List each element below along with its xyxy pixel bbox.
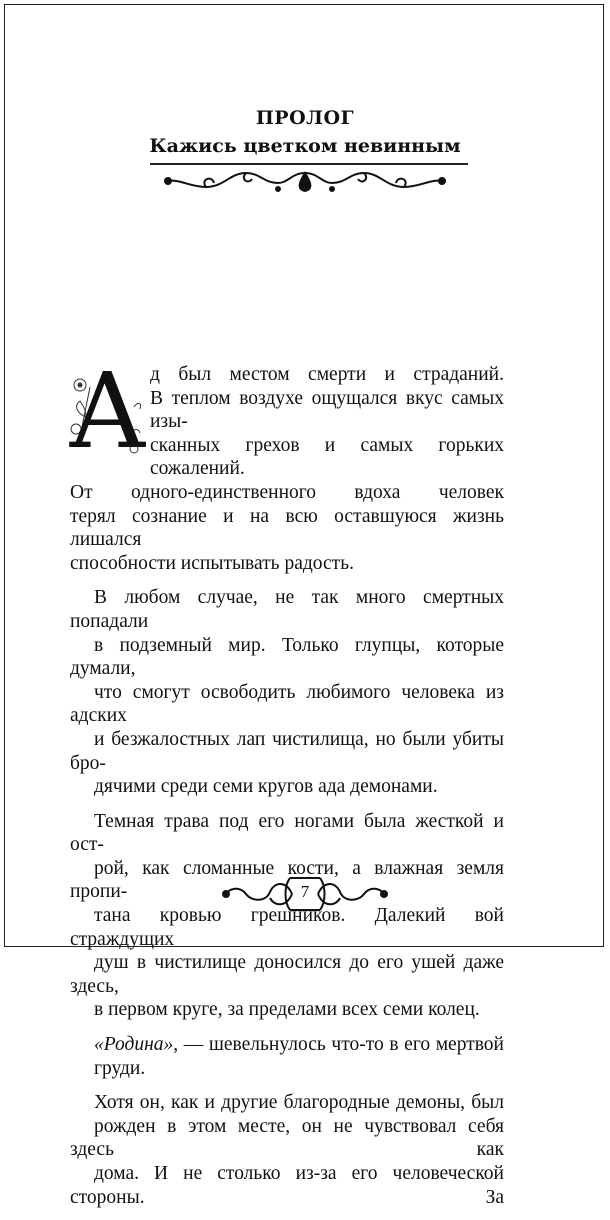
paragraph [70, 1091, 504, 1209]
dropcap [68, 350, 147, 472]
text-line: Темная трава под его ногами была жесткой и ост- [70, 810, 504, 856]
text-line: в первом круге, за пределами всех семи колец. [94, 999, 480, 1021]
text-line: сканных грехов и самых горьких сожалений. [150, 434, 504, 480]
text-line: рой, как сломанные кости, а влажная земля пропи- [70, 857, 504, 903]
text-line: что смогут освободить любимого человека из адских [70, 681, 504, 727]
title-underline [150, 163, 468, 165]
italic-word: «Родина» [94, 1034, 174, 1056]
text-line [70, 1033, 504, 1057]
paragraph [68, 350, 504, 575]
paragraph [70, 586, 504, 798]
text-line: Хотя он, как и другие благородные демоны, был [94, 1092, 504, 1114]
text-line: В теплом воздухе ощущался вкус самых изы- [150, 387, 504, 433]
text-line: рожден в этом месте, он не чувствовал себя здесь как [70, 1115, 504, 1161]
page-number: 7 [300, 882, 310, 901]
text-line: груди. [94, 1057, 146, 1079]
text-line: терял сознание и на всю оставшуюся жизнь лишался [70, 505, 504, 551]
text-line: дячими среди семи кругов ада демонами. [94, 776, 438, 798]
dropcap-letter: А [68, 350, 147, 472]
text-line: дома. И не столько из-за его человеческой стороны. За [70, 1163, 504, 1208]
text-line: В любом случае, не так много смертных попадали [70, 587, 504, 632]
paragraph [70, 1033, 504, 1080]
text-line: д был местом смерти и страданий. [150, 364, 504, 385]
text-line: способности испытывать радость. [70, 552, 354, 574]
text-line: и безжалостных лап чистилища, но были убиты бро- [70, 728, 504, 774]
text-fragment: , — шевельнулось что-то в его мертвой [173, 1034, 504, 1056]
flourish-ornament-icon [160, 167, 450, 195]
text-line: в подземный мир. Только глупцы, которые думали, [70, 634, 504, 680]
chapter-title: ПРОЛОГ [255, 107, 355, 129]
body-text [68, 350, 504, 1220]
text-line: От одного-единственного вдоха человек [70, 481, 504, 503]
text-line: тана кровью грешников. Далекий вой страждущих [70, 905, 504, 950]
text-line: душ в чистилище доносился до его ушей даже здесь, [70, 952, 504, 997]
chapter-subtitle: Кажись цветком невинным [149, 135, 461, 157]
